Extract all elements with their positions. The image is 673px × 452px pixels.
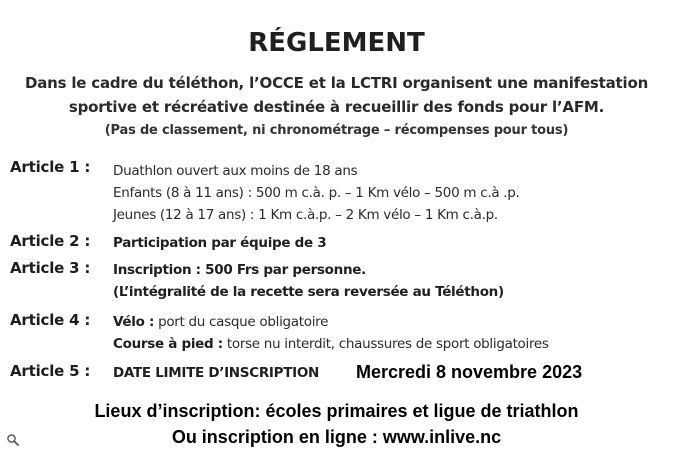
footer-line-1: Lieux d’inscription: écoles primaires et ligue de triathlon: [94, 401, 579, 421]
article-4-line-2-bold: Course à pied :: [113, 336, 223, 352]
article-2-line-1: Participation par équipe de 3: [113, 235, 327, 251]
article-3-label: Article 3 :: [10, 259, 91, 277]
intro-line-2: sportive et récréative destinée à recueillir des fonds pour l’AFM.: [68, 98, 605, 116]
article-4-line-2-rest: torse nu interdit, chaussures de sport obligatoires: [222, 336, 549, 352]
footer-line-2: Ou inscription en ligne : www.inlive.nc: [171, 427, 502, 447]
article-4-line-1: [113, 311, 668, 333]
article-1-label: Article 1 :: [10, 158, 91, 176]
zoom-magnifier-icon[interactable]: [6, 432, 20, 446]
article-2-body: [113, 232, 668, 254]
article-4-label: Article 4 :: [10, 311, 91, 329]
intro-note: (Pas de classement, ni chronométrage – récompenses pour tous): [104, 123, 569, 138]
article-2-label: Article 2 :: [10, 232, 91, 250]
intro-paragraph: [0, 71, 673, 119]
article-1-line-1: Duathlon ouvert aux moins de 18 ans: [113, 163, 358, 179]
article-1-line-3: Jeunes (12 à 17 ans) : 1 Km c.à.p. – 2 Km vélo – 1 Km c.à.p.: [113, 207, 498, 223]
deadline-date: Mercredi 8 novembre 2023: [356, 362, 583, 382]
article-3-body: [113, 259, 668, 303]
article-4-body: [113, 311, 668, 355]
article-3-line-1: Inscription : 500 Frs par personne.: [113, 262, 366, 278]
intro-line-1: Dans le cadre du téléthon, l’OCCE et la LCTRI organisent une manifestation: [24, 74, 649, 92]
article-3-line-2: (L’intégralité de la recette sera reversée au Téléthon): [113, 284, 504, 300]
page-title: RÉGLEMENT: [248, 28, 425, 58]
article-5-label: Article 5 :: [10, 362, 91, 380]
article-4-line-1-bold: Vélo :: [113, 314, 155, 330]
article-4-line-2: [113, 333, 668, 355]
article-5-line-1: DATE LIMITE D’INSCRIPTION: [113, 365, 320, 381]
article-1-line-2: Enfants (8 à 11 ans) : 500 m c.à. p. – 1 Km vélo – 500 m c.à .p.: [113, 185, 520, 201]
article-4-line-1-rest: port du casque obligatoire: [154, 314, 329, 330]
article-1-body: [113, 160, 668, 226]
